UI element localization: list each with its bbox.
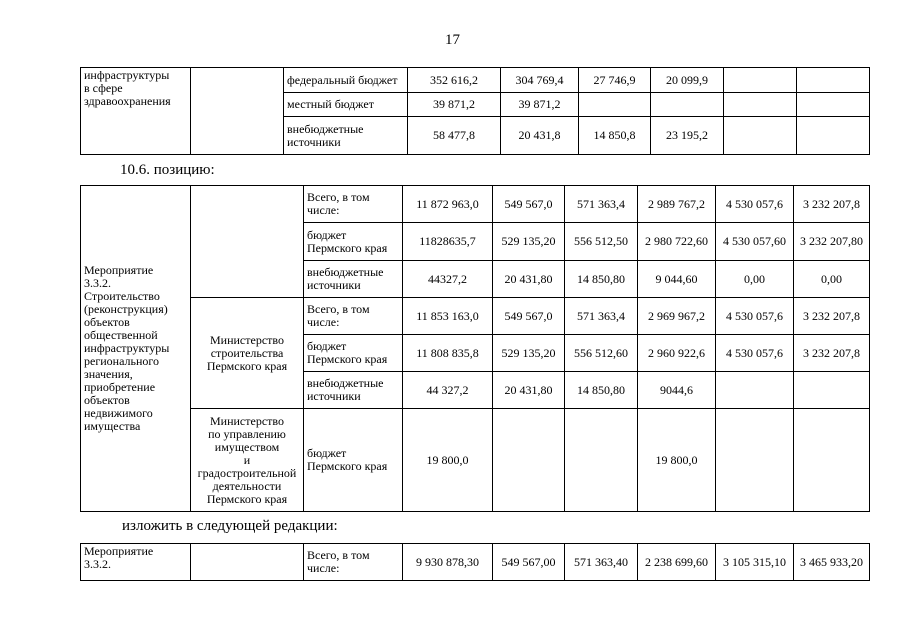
value-cell: 304 769,4 <box>501 68 579 93</box>
value-cell: 2 989 767,2 <box>638 186 716 223</box>
value-cell: 39 871,2 <box>408 93 501 117</box>
value-cell: 352 616,2 <box>408 68 501 93</box>
value-cell: 3 465 933,20 <box>794 544 870 581</box>
value-cell: 20 431,80 <box>493 261 565 298</box>
value-cell: 571 363,4 <box>565 298 638 335</box>
executor-cell: Министерство строительства Пермского края <box>191 298 304 409</box>
value-cell <box>716 409 794 512</box>
value-cell: 4 530 057,6 <box>716 298 794 335</box>
value-cell: 571 363,4 <box>565 186 638 223</box>
value-cell: 20 431,8 <box>501 117 579 155</box>
value-cell: 19 800,0 <box>403 409 493 512</box>
value-cell: 23 195,2 <box>651 117 724 155</box>
value-cell: 3 232 207,8 <box>794 335 870 372</box>
value-cell <box>797 117 870 155</box>
value-cell <box>579 93 651 117</box>
value-cell <box>794 409 870 512</box>
value-cell: 44327,2 <box>403 261 493 298</box>
value-cell: 14 850,8 <box>579 117 651 155</box>
value-cell: 0,00 <box>716 261 794 298</box>
source-cell: местный бюджет <box>284 93 408 117</box>
page-number: 17 <box>445 32 460 48</box>
value-cell: 3 232 207,80 <box>794 223 870 261</box>
value-cell <box>716 372 794 409</box>
value-cell: 19 800,0 <box>638 409 716 512</box>
value-cell: 3 232 207,8 <box>794 298 870 335</box>
value-cell: 44 327,2 <box>403 372 493 409</box>
source-cell: бюджет Пермского края <box>304 335 403 372</box>
value-cell: 549 567,00 <box>493 544 565 581</box>
value-cell: 529 135,20 <box>493 223 565 261</box>
value-cell: 9 930 878,30 <box>403 544 493 581</box>
value-cell: 11 853 163,0 <box>403 298 493 335</box>
value-cell: 20 431,80 <box>493 372 565 409</box>
value-cell: 27 746,9 <box>579 68 651 93</box>
value-cell: 11 872 963,0 <box>403 186 493 223</box>
source-cell: федеральный бюджет <box>284 68 408 93</box>
value-cell: 556 512,50 <box>565 223 638 261</box>
value-cell: 14 850,80 <box>565 372 638 409</box>
value-cell: 58 477,8 <box>408 117 501 155</box>
new-edition-label: изложить в следующей редакции: <box>122 518 338 534</box>
value-cell: 39 871,2 <box>501 93 579 117</box>
source-cell: бюджет Пермского края <box>304 223 403 261</box>
value-cell <box>724 93 797 117</box>
source-cell: Всего, в том числе: <box>304 186 403 223</box>
value-cell: 4 530 057,6 <box>716 186 794 223</box>
value-cell: 4 530 057,60 <box>716 223 794 261</box>
value-cell: 4 530 057,6 <box>716 335 794 372</box>
value-cell: 14 850,80 <box>565 261 638 298</box>
source-cell: Всего, в том числе: <box>304 298 403 335</box>
value-cell <box>724 68 797 93</box>
value-cell: 11 808 835,8 <box>403 335 493 372</box>
value-cell: 20 099,9 <box>651 68 724 93</box>
executor-cell <box>191 186 304 298</box>
measure-name-cell: Мероприятие 3.3.2. <box>81 544 191 581</box>
table-current-position <box>80 185 870 512</box>
value-cell: 9044,6 <box>638 372 716 409</box>
value-cell <box>493 409 565 512</box>
value-cell <box>565 409 638 512</box>
value-cell: 556 512,60 <box>565 335 638 372</box>
value-cell: 11828635,7 <box>403 223 493 261</box>
value-cell: 2 980 722,60 <box>638 223 716 261</box>
source-cell: внебюджетные источники <box>304 261 403 298</box>
source-cell: внебюджетные источники <box>304 372 403 409</box>
value-cell: 2 960 922,6 <box>638 335 716 372</box>
position-label: 10.6. позицию: <box>120 162 215 178</box>
executor-cell <box>191 544 304 581</box>
source-cell: Всего, в том числе: <box>304 544 403 581</box>
value-cell: 2 238 699,60 <box>638 544 716 581</box>
value-cell <box>794 372 870 409</box>
measure-name-cell: Мероприятие 3.3.2. Строительство (реконструкция) объектов общественной инфраструктуры регионального значения, приобретение объектов недвижимого имущества <box>81 186 191 512</box>
value-cell: 529 135,20 <box>493 335 565 372</box>
value-cell: 0,00 <box>794 261 870 298</box>
measure-name-cell: инфраструктуры в сфере здравоохранения <box>81 68 191 155</box>
value-cell: 549 567,0 <box>493 298 565 335</box>
value-cell: 549 567,0 <box>493 186 565 223</box>
executor-cell <box>191 68 284 155</box>
table-new-edition <box>80 543 870 581</box>
value-cell: 571 363,40 <box>565 544 638 581</box>
value-cell <box>724 117 797 155</box>
source-cell: внебюджетные источники <box>284 117 408 155</box>
value-cell <box>797 68 870 93</box>
value-cell: 3 232 207,8 <box>794 186 870 223</box>
value-cell: 3 105 315,10 <box>716 544 794 581</box>
value-cell: 2 969 967,2 <box>638 298 716 335</box>
value-cell <box>651 93 724 117</box>
source-cell: бюджет Пермского края <box>304 409 403 512</box>
value-cell: 9 044,60 <box>638 261 716 298</box>
executor-cell: Министерство по управлению имуществом и градостроительной деятельности Пермского края <box>191 409 304 512</box>
table-continuation <box>80 67 870 155</box>
value-cell <box>797 93 870 117</box>
